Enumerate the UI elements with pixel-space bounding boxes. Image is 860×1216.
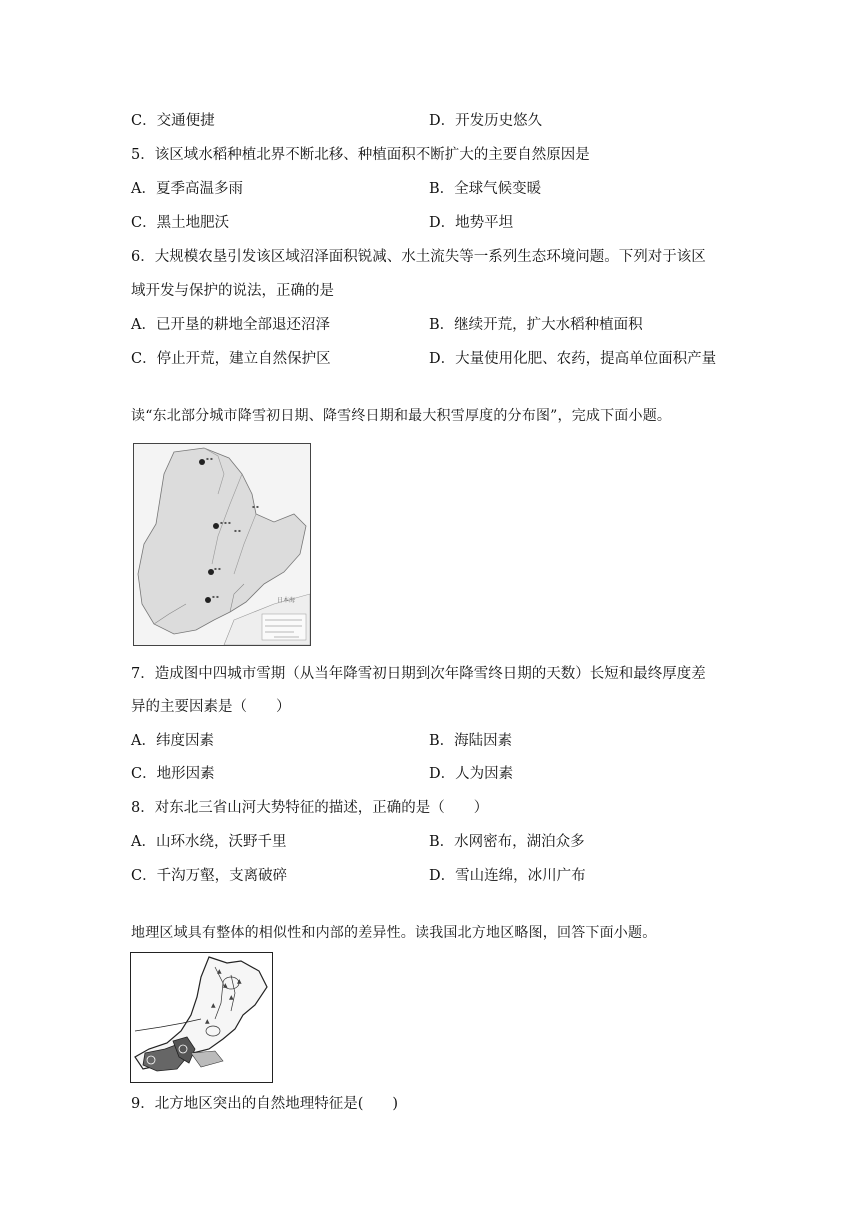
sea-label: 日本海 [277,597,296,604]
q8-option-d: D．雪山连绵，冰川广布 [429,868,586,884]
q8-option-a: A．山环水绕，沃野千里 [131,834,287,850]
q5-option-d: D．地势平坦 [429,215,514,231]
svg-text:▲: ▲ [211,1002,216,1009]
q6-stem-line1: 6．大规模农垦引发该区域沼泽面积锐减、水土流失等一系列生态环境问题。下列对于该区 [131,249,706,265]
svg-text:▪ ▪: ▪ ▪ [234,528,241,533]
q6-option-a: A．已开垦的耕地全部退还沼泽 [131,317,330,333]
q9-stem: 9．北方地区突出的自然地理特征是( ) [131,1096,399,1112]
svg-text:▲: ▲ [205,1018,210,1025]
snow-distribution-map [133,443,311,646]
svg-text:▲: ▲ [217,968,222,975]
q8-option-b: B．水网密布，湖泊众多 [429,834,585,850]
svg-text:▲: ▲ [237,978,242,985]
north-china-map-image [131,953,272,1082]
q6-option-b: B．继续开荒，扩大水稻种植面积 [429,317,643,333]
q5-option-b: B．全球气候变暖 [429,181,542,197]
q4-option-c: C．交通便捷 [131,113,215,129]
section-intro-north-map: 地理区域具有整体的相似性和内部的差异性。读我国北方地区略图，回答下面小题。 [131,925,657,941]
northeast-china-map-image [134,444,310,645]
svg-text:▪ ▪: ▪ ▪ [214,566,221,571]
svg-text:▲: ▲ [223,982,228,989]
section-intro-snow-map: 读“东北部分城市降雪初日期、降雪终日期和最大积雪厚度的分布图”，完成下面小题。 [131,408,672,424]
svg-text:▪ ▪: ▪ ▪ [252,504,259,509]
q7-option-a: A．纬度因素 [131,733,214,749]
q7-stem-line1: 7．造成图中四城市雪期（从当年降雪初日期到次年降雪终日期的天数）长短和最终厚度差 [131,666,706,682]
q8-stem: 8．对东北三省山河大势特征的描述，正确的是（ ） [131,800,489,816]
svg-text:▪ ▪: ▪ ▪ [206,456,213,461]
svg-text:▪ ▪ ▪: ▪ ▪ ▪ [220,520,231,525]
q5-option-c: C．黑土地肥沃 [131,215,230,231]
q7-stem-line2: 异的主要因素是（ ） [131,699,291,715]
q5-stem: 5．该区域水稻种植北界不断北移、种植面积不断扩大的主要自然原因是 [131,147,590,163]
q5-option-a: A．夏季高温多雨 [131,181,243,197]
northern-china-map [130,952,273,1083]
q7-option-c: C．地形因素 [131,766,215,782]
q6-stem-line2: 域开发与保护的说法，正确的是 [131,283,334,299]
q6-option-d: D．大量使用化肥、农药，提高单位面积产量 [429,351,717,367]
q4-option-d: D．开发历史悠久 [429,113,543,129]
q6-option-c: C．停止开荒，建立自然保护区 [131,351,331,367]
svg-text:▲: ▲ [229,994,234,1001]
q8-option-c: C．千沟万壑，支离破碎 [131,868,288,884]
svg-text:▪ ▪: ▪ ▪ [212,594,219,599]
q7-option-b: B．海陆因素 [429,733,513,749]
q7-option-d: D．人为因素 [429,766,514,782]
